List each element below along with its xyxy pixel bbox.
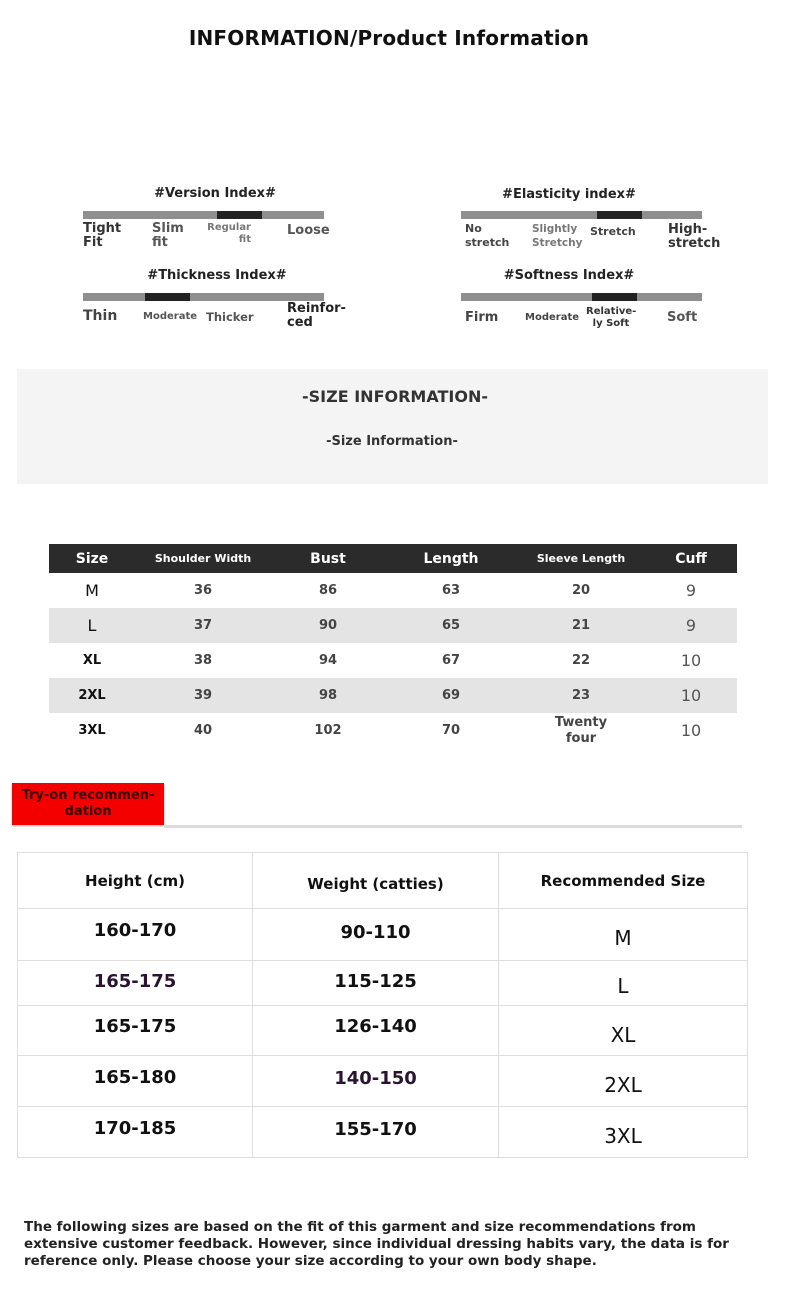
table-row bbox=[18, 961, 748, 1006]
elasticity-label-stretch: Stretch bbox=[590, 225, 636, 238]
version-label-tight-fit: Tight Fit bbox=[83, 221, 122, 250]
thickness-label-reinforced: Reinfor- ced bbox=[287, 301, 346, 330]
column-header-length: Length bbox=[385, 544, 517, 573]
length-cell: 65 bbox=[385, 608, 517, 643]
column-header-cuff: Cuff bbox=[645, 544, 737, 573]
tryon-divider bbox=[164, 825, 742, 828]
size-cell: M bbox=[85, 581, 99, 600]
thickness-index-title: #Thickness Index# bbox=[147, 268, 287, 283]
column-header-bust: Bust bbox=[271, 544, 385, 573]
elasticity-label-no-stretch: No stretch bbox=[465, 222, 510, 249]
size-disclaimer-note: The following sizes are based on the fit of this garment and size recommendations from extensive customer feedback. However, since individual dressing habits vary, the data is for reference only. Please choose your size according to your own body shape. bbox=[24, 1219, 729, 1269]
table-row bbox=[49, 643, 737, 678]
recommendation-table bbox=[17, 852, 748, 1158]
softness-index-title: #Softness Index# bbox=[503, 268, 635, 283]
cuff-cell: 10 bbox=[680, 721, 702, 740]
softness-label-moderate: Moderate bbox=[525, 312, 580, 323]
elasticity-label-high-stretch: High- stretch bbox=[668, 222, 721, 251]
bust-cell: 102 bbox=[314, 723, 342, 738]
height-cell: 160-170 bbox=[18, 909, 253, 961]
recommended-size-cell: 2XL bbox=[499, 1056, 748, 1107]
recommendation-header-row bbox=[18, 853, 748, 909]
sleeve-length-cell: Twenty four bbox=[554, 714, 608, 746]
elasticity-label-slightly-stretchy: Slightly Stretchy bbox=[532, 223, 583, 249]
size-information-subheading: -Size Information- bbox=[326, 434, 458, 449]
recommended-size-cell: L bbox=[499, 961, 748, 1006]
bust-cell: 98 bbox=[271, 678, 385, 713]
weight-cell: 126-140 bbox=[253, 1006, 499, 1056]
elasticity-index-bar bbox=[461, 211, 702, 219]
shoulder-width-cell: 39 bbox=[135, 678, 271, 713]
length-cell: 63 bbox=[441, 583, 461, 598]
table-row bbox=[49, 678, 737, 713]
recommended-size-cell: M bbox=[499, 909, 748, 961]
length-cell: 67 bbox=[441, 653, 461, 668]
size-cell: 2XL bbox=[49, 678, 135, 713]
weight-cell: 140-150 bbox=[253, 1056, 499, 1107]
table-row bbox=[18, 1006, 748, 1056]
softness-label-firm: Firm bbox=[465, 310, 499, 325]
sleeve-length-cell: 20 bbox=[571, 583, 591, 598]
column-header-height: Height (cm) bbox=[18, 853, 253, 909]
shoulder-width-cell: 37 bbox=[135, 608, 271, 643]
sleeve-length-cell: 22 bbox=[571, 653, 591, 668]
size-cell: 3XL bbox=[78, 723, 106, 738]
tryon-recommendation-badge: Try-on recommen- dation bbox=[12, 783, 164, 825]
softness-index-bar bbox=[461, 293, 702, 301]
table-row bbox=[49, 573, 737, 608]
height-cell: 165-175 bbox=[18, 961, 253, 1006]
cuff-cell: 9 bbox=[685, 581, 697, 600]
version-label-loose: Loose bbox=[287, 223, 330, 238]
sleeve-length-cell: 23 bbox=[517, 678, 645, 713]
size-chart-table bbox=[49, 544, 737, 748]
weight-cell: 115-125 bbox=[253, 961, 499, 1006]
table-row bbox=[49, 713, 737, 748]
thickness-label-moderate: Moderate bbox=[143, 311, 198, 322]
weight-cell: 90-110 bbox=[253, 909, 499, 961]
column-header-size: Size bbox=[49, 544, 135, 573]
softness-label-soft: Soft bbox=[667, 310, 698, 325]
shoulder-width-cell: 36 bbox=[193, 583, 213, 598]
version-index-bar bbox=[83, 211, 324, 219]
softness-label-relatively-soft: Relative- ly Soft bbox=[586, 306, 637, 329]
version-index-marker bbox=[217, 211, 262, 219]
elasticity-index-title: #Elasticity index# bbox=[502, 187, 636, 202]
table-row bbox=[18, 1056, 748, 1107]
column-header-weight: Weight (catties) bbox=[253, 853, 499, 909]
cuff-cell: 10 bbox=[680, 651, 702, 670]
size-cell: L bbox=[49, 608, 135, 643]
version-index-title: #Version Index# bbox=[154, 186, 276, 201]
page-title: INFORMATION/Product Information bbox=[188, 26, 590, 50]
length-cell: 69 bbox=[385, 678, 517, 713]
bust-cell: 94 bbox=[318, 653, 338, 668]
height-cell: 165-175 bbox=[18, 1006, 253, 1056]
recommended-size-cell: 3XL bbox=[499, 1107, 748, 1158]
size-information-heading: -SIZE INFORMATION- bbox=[302, 387, 488, 406]
thickness-label-thicker: Thicker bbox=[206, 310, 254, 324]
length-cell: 70 bbox=[441, 723, 461, 738]
thickness-index-marker bbox=[145, 293, 190, 301]
thickness-index-bar bbox=[83, 293, 324, 301]
column-header-sleeve-length: Sleeve Length bbox=[517, 544, 645, 573]
height-cell: 165-180 bbox=[18, 1056, 253, 1107]
shoulder-width-cell: 40 bbox=[193, 723, 213, 738]
bust-cell: 90 bbox=[271, 608, 385, 643]
column-header-shoulder-width: Shoulder Width bbox=[135, 544, 271, 573]
version-label-regular-fit: Regular fit bbox=[207, 222, 251, 245]
table-row bbox=[18, 909, 748, 961]
table-row bbox=[18, 1107, 748, 1158]
thickness-label-thin: Thin bbox=[83, 308, 118, 324]
weight-cell: 155-170 bbox=[253, 1107, 499, 1158]
column-header-recommended-size: Recommended Size bbox=[499, 853, 748, 909]
size-chart-header-row bbox=[49, 544, 737, 573]
bust-cell: 86 bbox=[318, 583, 338, 598]
cuff-cell: 10 bbox=[645, 678, 737, 713]
version-label-slim-fit: Slim fit bbox=[152, 221, 184, 250]
size-cell: XL bbox=[82, 653, 102, 668]
height-cell: 170-185 bbox=[18, 1107, 253, 1158]
softness-index-marker bbox=[592, 293, 637, 301]
elasticity-index-marker bbox=[597, 211, 642, 219]
sleeve-length-cell: 21 bbox=[517, 608, 645, 643]
shoulder-width-cell: 38 bbox=[193, 653, 213, 668]
table-row bbox=[49, 608, 737, 643]
cuff-cell: 9 bbox=[645, 608, 737, 643]
recommended-size-cell: XL bbox=[499, 1006, 748, 1056]
